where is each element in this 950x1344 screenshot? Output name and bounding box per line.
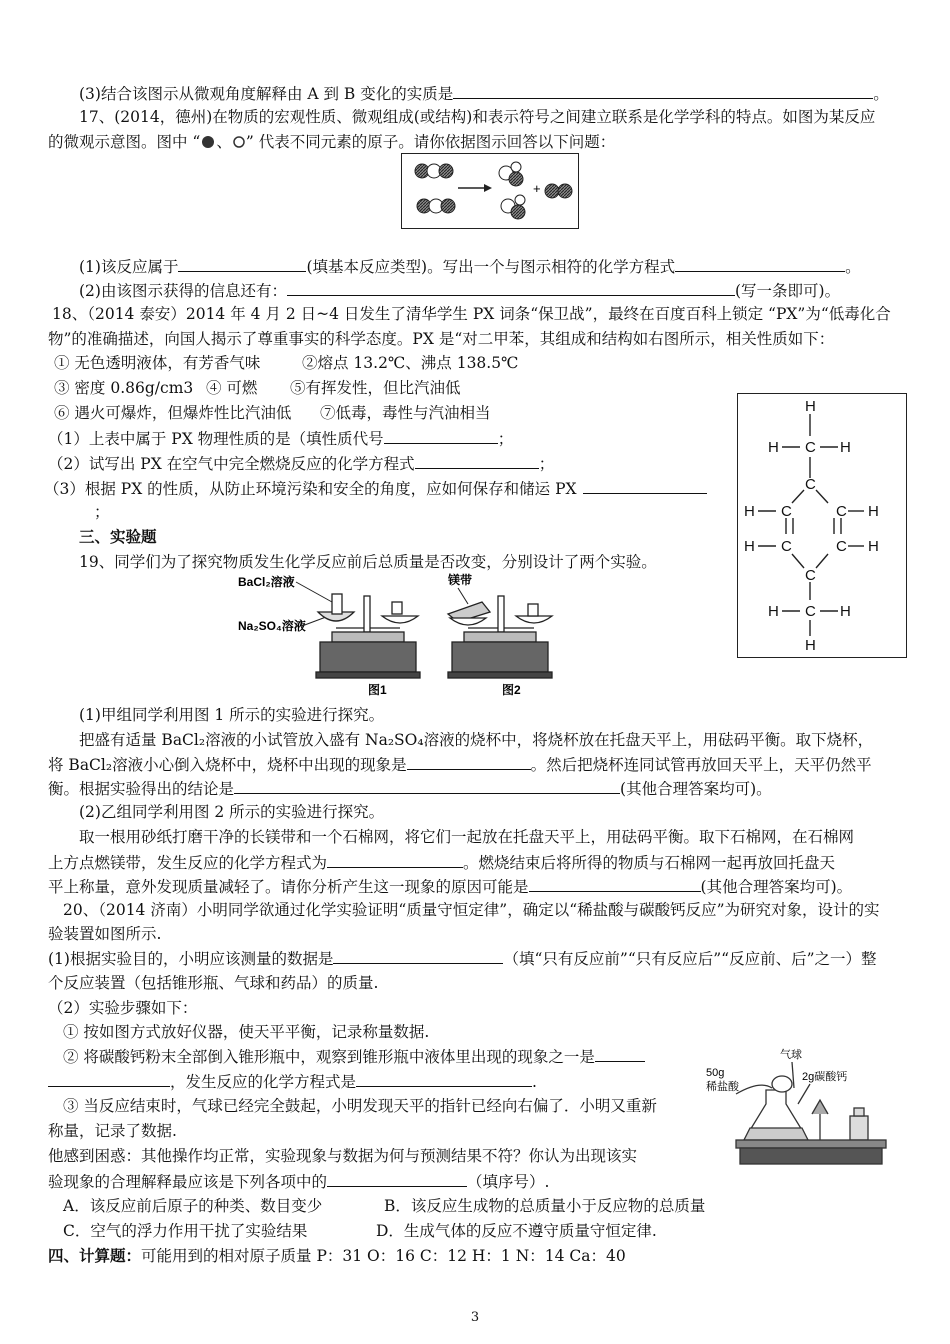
q17-info-blank[interactable] [287, 279, 735, 296]
svg-text:H: H [868, 503, 879, 520]
q19-reason-blank[interactable] [529, 875, 701, 892]
q18-equation-blank[interactable] [415, 452, 539, 469]
product-molecule-1 [499, 162, 523, 186]
svg-text:H: H [768, 603, 779, 620]
fig1-caption: 图1 [368, 683, 387, 697]
q18-sub3-end: ； [94, 503, 110, 521]
svg-text:H: H [868, 538, 879, 555]
q19-part2-line3: 平上称量，意外发现质量减轻了。请你分析产生这一现象的原因可能是 (其他合理答案均可)。 [48, 875, 852, 898]
q19-part2-line1: 取一根用砂纸打磨干净的长镁带和一个石棉网，将它们一起放在托盘天平上，用砝码平衡。取下石棉网，在石棉网 [79, 828, 855, 846]
q19-phenomenon-blank[interactable] [407, 753, 531, 770]
q19-equation-blank[interactable] [327, 851, 463, 868]
product-molecule-3 [545, 184, 572, 198]
q20-apparatus-figure [700, 1040, 900, 1168]
section-3-heading: 三、实验题 [79, 527, 157, 546]
q18-physical-property-blank[interactable] [384, 427, 498, 444]
q20-line2: 验装置如图所示. [48, 925, 162, 943]
reactant-molecule-1 [415, 164, 453, 178]
fig1-na2so4-label: Na₂SO₄溶液 [238, 619, 306, 633]
plus-sign: + [533, 181, 541, 196]
q20-step1: ① 按如图方式放好仪器，使天平平衡，记录称量数据. [63, 1023, 430, 1041]
q16-line3: (3)结合该图示从微观角度解释由 A 到 B 变化的实质是 。 [79, 82, 889, 105]
acid-mass-label: 50g [706, 1067, 725, 1079]
q20-line1: 20、（2014 济南）小明同学欲通过化学实验证明“质量守恒定律”，确定以“稀盐酸与碳酸钙反应”为研究对象，设计的实 [63, 901, 880, 919]
q20-confusion-line1: 他感到困惑：其他操作均正常，实验现象与数据为何与预测结果不符？你认为出现该实 [48, 1147, 638, 1165]
section-4-heading: 四、计算题： [48, 1246, 142, 1265]
q20-step2-cont: ，发生反应的化学方程式是 . [48, 1070, 537, 1093]
balance-2 [448, 596, 552, 678]
svg-text:H: H [840, 603, 851, 620]
q18-prop-2: ②熔点 13.2℃、沸点 138.5℃ [302, 354, 519, 372]
svg-text:C: C [781, 503, 792, 520]
fig2-caption: 图2 [502, 683, 521, 697]
q16-answer-blank[interactable] [453, 82, 873, 99]
q17-line2: 的微观示意图。图中 “ 、 ” 代表不同元素的原子。请你依据图示回答以下问题： [48, 133, 616, 151]
atomic-masses: 可能用到的相对原子质量 P：31 O：16 C：12 H：1 N：14 Ca：40 [141, 1247, 626, 1265]
fig1-bacl2-label: BaCl₂溶液 [238, 575, 295, 589]
atom-h: H [805, 398, 816, 415]
q19-part1: (1)甲组同学利用图 1 所示的实验进行探究。 [79, 706, 385, 724]
section-4-line [48, 1245, 626, 1267]
q20-sub1: (1)根据实验目的，小明应该测量的数据是 （填“只有反应前”“只有反应后”“反应前、后”之一）整 [48, 947, 877, 970]
q18-line1: 18、（2014 泰安）2014 年 4 月 2 日~4 日发生了清华学生 PX 词条“保卫战”，最终在百度百科上锁定 “PX”为“低毒化合 [52, 305, 891, 323]
q19-part2: (2)乙组同学利用图 2 所示的实验进行探究。 [79, 803, 385, 821]
svg-text:C: C [836, 503, 847, 520]
svg-text:C: C [805, 476, 816, 493]
q20-equation-blank[interactable] [356, 1070, 532, 1087]
reactant-molecule-2 [417, 199, 455, 213]
reaction-diagram [402, 154, 578, 228]
svg-text:C: C [805, 567, 816, 584]
q18-prop-3: ③ 密度 0.86g/cm3 [54, 379, 194, 397]
q20-phenomenon-blank[interactable] [595, 1045, 645, 1062]
svg-text:H: H [840, 439, 851, 456]
q20-option-blank[interactable] [327, 1170, 467, 1187]
q17-part1: (1)该反应属于 (填基本反应类型)。写出一个与图示相符的化学方程式 。 [79, 255, 861, 278]
acid-name-label: 稀盐酸 [706, 1081, 739, 1093]
q19-part1-line2: 将 BaCl₂溶液小心倒入烧杯中，烧杯中出现的现象是 。然后把烧杯连同试管再放回天平上，天平仍然平 [48, 753, 872, 776]
q20-step3: ③ 当反应结束时，气球已经完全鼓起，小明发现天平的指针已经向右偏了．小明又重新 [63, 1097, 657, 1115]
q20-measure-blank[interactable] [333, 947, 503, 964]
svg-text:H: H [744, 538, 755, 555]
q18-prop-1: ① 无色透明液体，有芳香气味 [54, 354, 261, 372]
dark-atom-icon [200, 135, 216, 149]
q17-line1: 17、(2014，德州)在物质的宏观性质、微观组成(或结构)和表示符号之间建立联系是化学学科的特点。如图为某反应 [79, 108, 876, 126]
q20-confusion-line2: 验现象的合理解释最应该是下列各项中的 （填序号）. [48, 1170, 549, 1193]
q17-equation-blank[interactable] [675, 255, 845, 272]
q20-phenomenon-blank-cont[interactable] [48, 1070, 170, 1087]
q17-reaction-type-blank[interactable] [178, 255, 306, 272]
q20-sub1-cont: 个反应装置（包括锥形瓶、气球和药品）的质量. [48, 974, 379, 992]
q18-sub1: （1）上表中属于 PX 物理性质的是（填性质代号 ； [48, 427, 513, 450]
q18-line2: 物”的准确描述，向国人揭示了尊重事实的科学态度。PX 是“对二甲苯，其组成和结构如右图所示，相关性质如下： [48, 330, 835, 348]
q19-part2-line2: 上方点燃镁带，发生反应的化学方程式为 。燃烧结束后将所得的物质与石棉网一起再放回托盘天 [48, 851, 835, 874]
balance-1 [316, 594, 420, 678]
q18-sub2: （2）试写出 PX 在空气中完全燃烧反应的化学方程式 ； [48, 452, 554, 475]
light-atom-icon [232, 135, 246, 149]
q17-reaction-figure [401, 153, 579, 229]
fig2-magnesium-label: 镁带 [448, 573, 473, 587]
q18-prop-4: ④ 可燃 [206, 379, 258, 397]
q20-sub2: （2）实验步骤如下： [48, 999, 198, 1017]
svg-text:C: C [805, 603, 816, 620]
arrow-icon [458, 184, 492, 192]
svg-text:C: C [805, 439, 816, 456]
q20-option-c: C．空气的浮力作用干扰了实验结果 [63, 1222, 308, 1240]
q19-line1: 19、同学们为了探究物质发生化学反应前后总质量是否改变，分别设计了两个实验。 [79, 553, 657, 571]
q17-part2: (2)由该图示获得的信息还有： (写一条即可)。 [79, 279, 840, 302]
q18-prop-7: ⑦低毒，毒性与汽油相当 [320, 404, 491, 422]
q16-text: (3)结合该图示从微观角度解释由 A 到 B 变化的实质是 [79, 85, 454, 103]
q20-step2: ② 将碳酸钙粉末全部倒入锥形瓶中，观察到锥形瓶中液体里出现的现象之一是 [63, 1045, 645, 1068]
q20-option-a: A．该反应前后原子的种类、数目变少 [63, 1197, 323, 1215]
page-number: 3 [470, 1310, 480, 1325]
q19-conclusion-blank[interactable] [234, 777, 620, 794]
svg-text:H: H [768, 439, 779, 456]
caco3-label: 2g碳酸钙 [802, 1071, 848, 1083]
svg-text:C: C [836, 538, 847, 555]
q20-option-d: D．生成气体的反应不遵守质量守恒定律. [376, 1222, 657, 1240]
q18-prop-5: ⑤有挥发性，但比汽油低 [290, 379, 461, 397]
q19-part1-line1: 把盛有适量 BaCl₂溶液的小试管放入盛有 Na₂SO₄溶液的烧杯中，将烧杯放在托盘天平上，用砝码平衡。取下烧杯， [79, 731, 874, 749]
svg-text:C: C [781, 538, 792, 555]
px-structure-figure [737, 393, 907, 658]
svg-text:H: H [744, 503, 755, 520]
q19-balances-figure [236, 572, 596, 702]
q18-sub3: （3）根据 PX 的性质，从防止环境污染和安全的角度，应如何保存和储运 PX [44, 477, 707, 500]
q18-prop-6: ⑥ 遇火可爆炸，但爆炸性比汽油低 [54, 404, 292, 422]
q20-step3-cont: 称量，记录了数据. [48, 1122, 177, 1140]
q19-part1-line3: 衡。根据实验得出的结论是 (其他合理答案均可)。 [48, 777, 772, 800]
q20-option-b: B．该反应生成物的总质量小于反应物的总质量 [384, 1197, 706, 1215]
product-molecule-2 [501, 195, 525, 219]
px-structural-formula [738, 394, 906, 657]
svg-text:H: H [805, 637, 816, 654]
q18-storage-blank[interactable] [583, 477, 707, 494]
balloon-label: 气球 [780, 1049, 802, 1061]
